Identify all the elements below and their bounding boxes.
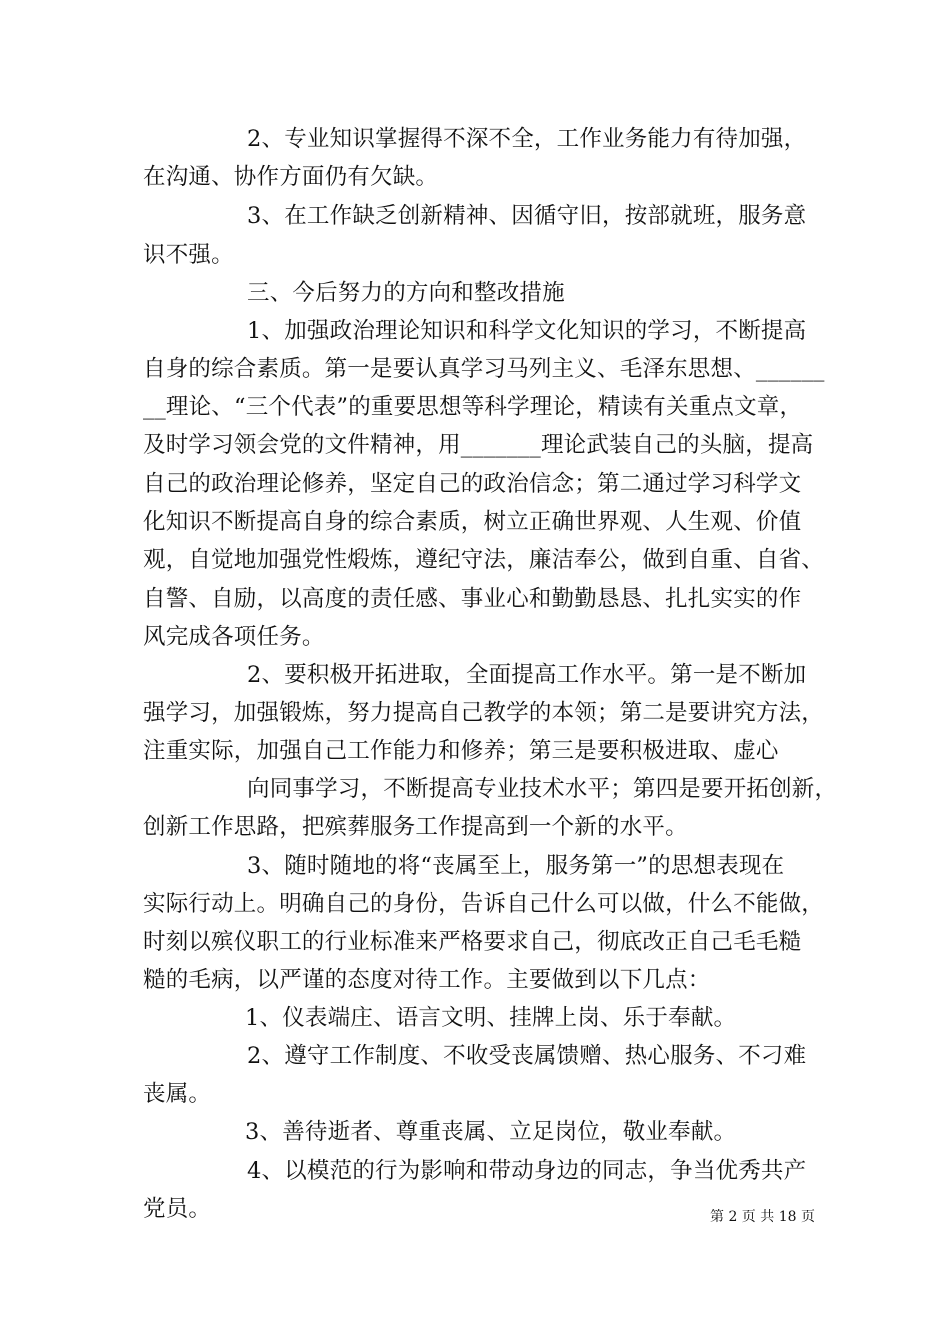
text-line: 创新工作思路，把殡葬服务工作提高到一个新的水平。 — [143, 814, 688, 840]
list-item: 3、善待逝者、尊重丧属、立足岗位，敬业奉献。 — [245, 1119, 737, 1145]
text-line: 风完成各项任务。 — [143, 624, 325, 650]
page-number-footer: 第 2 页 共 18 页 — [710, 1209, 815, 1225]
text-line: 3、在工作缺乏创新精神、因循守旧，按部就班，服务意 — [247, 203, 807, 229]
list-item: 4、以模范的行为影响和带动身边的同志，争当优秀共产 — [247, 1158, 807, 1184]
text-line: 化知识不断提高自身的综合素质，树立正确世界观、人生观、价值 — [143, 509, 802, 535]
list-item: 1、仪表端庄、语言文明、挂牌上岗、乐于奉献。 — [245, 1005, 737, 1031]
text-line: 糙的毛病，以严谨的态度对待工作。主要做到以下几点： — [143, 967, 711, 993]
text-line: 强学习，加强锻炼，努力提高自己教学的本领；第二是要讲究方法， — [143, 700, 825, 726]
text-line: 1、加强政治理论知识和科学文化知识的学习，不断提高 — [247, 318, 807, 344]
text-line: 识不强。 — [143, 242, 234, 268]
text-line: 观，自觉地加强党性煅炼，遵纪守法，廉洁奉公，做到自重、自省、 — [143, 547, 825, 573]
text-line: 3、随时随地的将“丧属至上，服务第一”的思想表现在 — [247, 853, 785, 879]
text-line: 自警、自励，以高度的责任感、事业心和勤勤恳恳、扎扎实实的作 — [143, 586, 802, 612]
list-item: 2、遵守工作制度、不收受丧属馈赠、热心服务、不刁难 — [247, 1043, 807, 1069]
text-line: 时刻以殡仪职工的行业标准来严格要求自己，彻底改正自己毛毛糙 — [143, 929, 802, 955]
text-line: 在沟通、协作方面仍有欠缺。 — [143, 164, 439, 190]
text-line: 向同事学习，不断提高专业技术水平；第四是要开拓创新， — [247, 776, 838, 802]
text-line: 党员。 — [143, 1196, 212, 1222]
text-line: 自己的政治理论修养，坚定自己的政治信念；第二通过学习科学文 — [143, 471, 802, 497]
text-line: 丧属。 — [143, 1081, 212, 1107]
text-line: 及时学习领会党的文件精神，用_______理论武装自己的头脑，提高 — [143, 432, 814, 458]
section-heading: 三、今后努力的方向和整改措施 — [247, 280, 565, 306]
text-line: 自身的综合素质。第一是要认真学习马列主义、毛泽东思想、______ — [143, 356, 825, 382]
text-line: 注重实际，加强自己工作能力和修养；第三是要积极进取、虚心 — [143, 738, 779, 764]
text-line: 2、要积极开拓进取，全面提高工作水平。第一是不断加 — [247, 662, 807, 688]
text-line: __理论、“三个代表”的重要思想等科学理论，精读有关重点文章， — [143, 394, 803, 420]
text-line: 2、专业知识掌握得不深不全，工作业务能力有待加强， — [247, 126, 807, 152]
text-line: 实际行动上。明确自己的身份，告诉自己什么可以做，什么不能做， — [143, 891, 825, 917]
